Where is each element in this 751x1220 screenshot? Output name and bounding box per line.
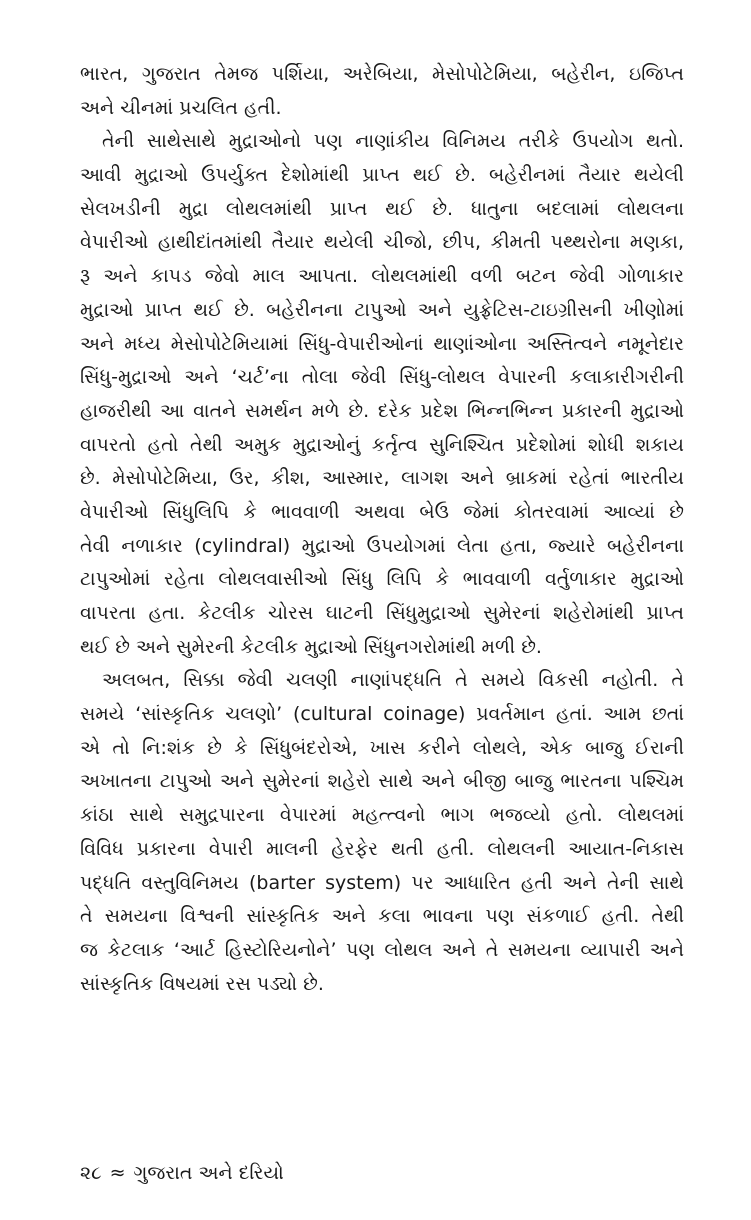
text-line: આવી મુદ્રાઓ ઉપર્યુક્ત દેશોમાંથી પ્રાપ્ત થઈ છે. બહેરીનમાં તૈયાર થયેલી [80, 164, 684, 187]
text-line: છે. મેસોપોટેમિયા, ઉર, કીશ, આસ્માર, લાગશ અને બ્રાકમાં રહેતાં ભારતીય [80, 467, 684, 490]
text-line: વિવિધ પ્રકારના વેપારી માલની હેરફેર થતી હતી. લોથલની આયાત-નિકાસ [80, 837, 684, 860]
book-title: ગુજરાત અને દરિયો [133, 1162, 284, 1184]
text-line: એ તો નિ:શંક છે કે સિંધુબંદરોએ, ખાસ કરીને લોથલે, એક બાજુ ઈરાની [80, 736, 684, 759]
text-line: વેપારીઓ હાથીદાંતમાંથી તૈયાર થયેલી ચીજો, છીપ, કીમતી પથ્થરોના મણકા, [80, 231, 684, 254]
text-line: સિંધુ-મુદ્રાઓ અને ‘ચર્ટ’ના તોલા જેવી સિંધુ-લોથલ વેપારની કલાકારીગરીની [80, 366, 684, 389]
page-footer [80, 1162, 284, 1184]
text-line: સાંસ્કૃતિક વિષયમાં રસ પડ્યો છે. [80, 972, 324, 995]
text-line: વાપરતો હતો તેથી અમુક મુદ્રાઓનું કર્તૃત્વ સુનિશ્ચિત પ્રદેશોમાં શોધી શકાય [80, 433, 684, 456]
body-text [80, 58, 684, 1001]
text-line: મુદ્રાઓ પ્રાપ્ત થઈ છે. બહેરીનના ટાપુઓ અને યુફ્રેટિસ-ટાઇગ્રીસની ખીણોમાં [80, 298, 684, 321]
text-line: વેપારીઓ સિંધુલિપિ કે ભાવવાળી અથવા બેઉ જેમાં કોતરવામાં આવ્યાં છે [80, 500, 684, 523]
paragraph-start-line: અલબત, સિક્કા જેવી ચલણી નાણાંપદ્ધતિ તે સમયે વિકસી નહોતી. તે [102, 669, 684, 692]
paragraph-start-line: તેની સાથેસાથે મુદ્રાઓનો પણ નાણાંકીય વિનિમય તરીકે ઉપયોગ થતો. [102, 130, 684, 153]
page-number: ૨૮ [80, 1162, 102, 1184]
text-line: થઈ છે અને સુમેરની કેટલીક મુદ્રાઓ સિંધુનગરોમાંથી મળી છે. [80, 635, 542, 658]
text-line: કાંઠા સાથે સમુદ્રપારના વેપારમાં મહત્ત્વનો ભાગ ભજવ્યો હતો. લોથલમાં [80, 804, 684, 827]
text-line: સેલખડીની મુદ્રા લોથલમાંથી પ્રાપ્ત થઈ છે. ધાતુના બદલામાં લોથલના [80, 197, 684, 220]
text-line: તેવી નળાકાર (cylindral) મુદ્રાઓ ઉપયોગમાં લેતા હતા, જ્યારે બહેરીનના [80, 534, 684, 557]
text-line: અને ચીનમાં પ્રચલિત હતી. [80, 96, 282, 119]
text-line: હાજરીથી આ વાતને સમર્થન મળે છે. દરેક પ્રદેશ ભિન્નભિન્ન પ્રકારની મુદ્રાઓ [80, 399, 684, 422]
text-line: રૂ અને કાપડ જેવો માલ આપતા. લોથલમાંથી વળી બટન જેવી ગોળાકાર [80, 265, 684, 288]
text-line: ટાપુઓમાં રહેતા લોથલવાસીઓ સિંધુ લિપિ કે ભાવવાળી વર્તુળાકાર મુદ્રાઓ [80, 568, 684, 591]
text-line: સમયે ‘સાંસ્કૃતિક ચલણો’ (cultural coinage) પ્રવર્તમાન હતાં. આમ છતાં [80, 703, 684, 726]
footer-separator: ≈ [109, 1162, 126, 1184]
text-line: જ કેટલાક ‘આર્ટ હિસ્ટોરિયનોને’ પણ લોથલ અને તે સમયના વ્યાપારી અને [80, 938, 684, 961]
text-line: અખાતના ટાપુઓ અને સુમેરનાં શહેરો સાથે અને બીજી બાજુ ભારતના પશ્ચિમ [80, 770, 684, 793]
text-line: પદ્ધતિ વસ્તુવિનિમય (barter system) પર આધારિત હતી અને તેની સાથે [80, 871, 684, 894]
text-line: અને મધ્ય મેસોપોટેમિયામાં સિંધુ-વેપારીઓનાં થાણાંઓના અસ્તિત્વને નમૂનેદાર [80, 332, 684, 355]
text-line: તે સમયના વિશ્વની સાંસ્કૃતિક અને કલા ભાવના પણ સંકળાઈ હતી. તેથી [80, 905, 684, 928]
text-line: વાપરતા હતા. કેટલીક ચોરસ ઘાટની સિંધુમુદ્રાઓ સુમેરનાં શહેરોમાંથી પ્રાપ્ત [80, 602, 684, 624]
text-line: ભારત, ગુજરાત તેમજ પર્શિયા, અરેબિયા, મેસોપોટેમિયા, બહેરીન, ઇજિપ્ત [80, 63, 684, 85]
